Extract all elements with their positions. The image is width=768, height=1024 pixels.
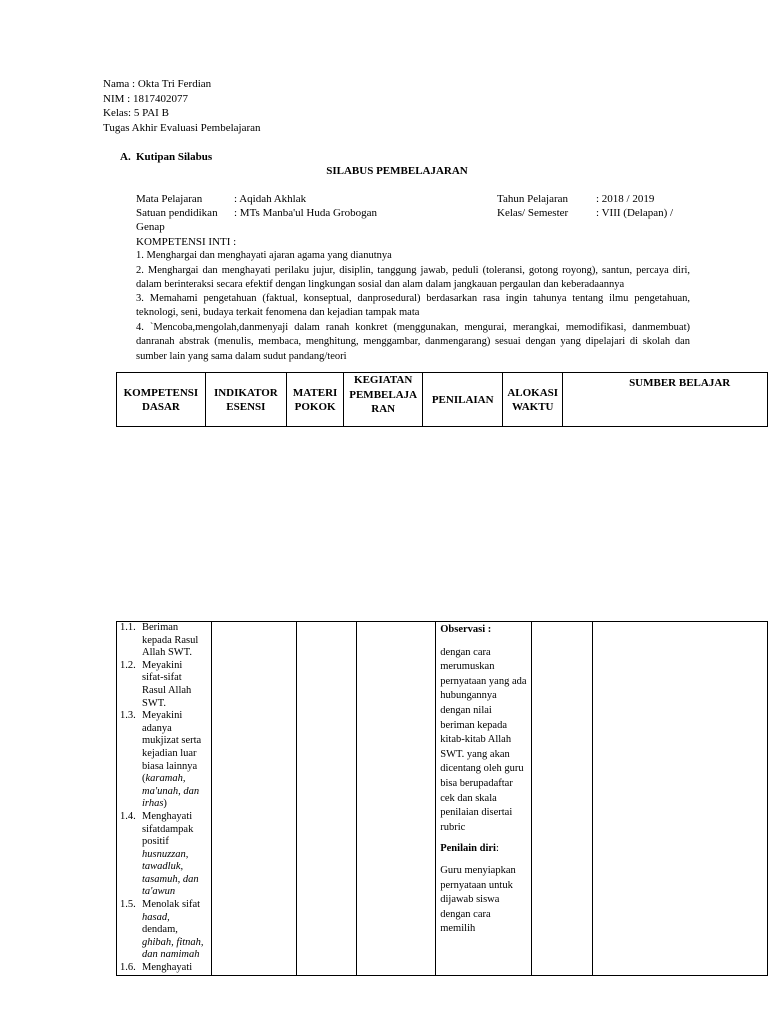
header-alokasi-waktu: ALOKASI WAKTU [503, 373, 563, 427]
header-kompetensi-dasar: KOMPETENSI DASAR [117, 373, 206, 427]
syllabus-content-table [116, 621, 768, 976]
header-sumber-belajar: SUMBER BELAJAR [563, 373, 768, 427]
syllabus-header-table [116, 372, 768, 427]
header-indikator-esensi: INDIKATOR ESENSI [205, 373, 286, 427]
ki-item-4: 4. `Mencoba,mengolah,danmenyaji dalam ranah konkret (menggunakan, mengurai, merangkai, memodifikasi, danmembuat) danranah abstrak (menulis, membaca, menghitung, menggambar, danmengarang) sesuai dengan yang dipelajari di skolah dan sumber lain yang sama dalam sudut pandang/teori [136, 322, 690, 362]
alokasi-cell [532, 622, 592, 976]
ki-item-2: 2. Menghargai dan menghayati perilaku jujur, disiplin, tanggung jawab, peduli (toleransi, gotong royong), santun, percaya diri, dalam berinteraksi secara efektif dengan lingkungan sosial dan alam dalam jangkauan pergaulan dan keberadaannya [136, 265, 690, 291]
observasi-text: dengan cara merumuskan pernyataan yang ada hubungannya dengan nilai beriman kepada kitab-kitab Allah SWT. yang akan dicentang oleh guru bisa berupadaftar cek dan skala penilaian disertai rubric [440, 646, 527, 833]
section-label: A. [120, 151, 131, 163]
kd-item: 1.5. Menolak sifat hasad, dendam, ghibah, fitnah, dan namimah [120, 899, 204, 961]
ki-heading: KOMPETENSI INTI : [136, 236, 237, 248]
kd-item: 1.4. Menghayati sifatdampak positif husnuzzan, tawadluk, tasamuh, dan ta'awun [120, 810, 199, 898]
header-materi-pokok: MATERI POKOK [286, 373, 343, 427]
kd-item: 1.3. Meyakini adanya mukjizat serta kejadian luar biasa lainnya (karamah, ma'unah, dan irhas) [120, 710, 202, 810]
tahun-value: : 2018 / 2019 [596, 193, 655, 205]
mapel-label: Mata Pelajaran [136, 193, 203, 205]
kd-item: 1.6. Menghayati [120, 962, 193, 974]
semester-genap: Genap [136, 221, 165, 233]
ki-item-3: 3. Memahami pengetahuan (faktual, konseptual, danprosedural) berdasarkan rasa ingin tahunya tentang ilmu pengetahuan, teknologi, seni, budaya terkait fenomena dan kejadian tampak mata [136, 293, 690, 319]
student-class: Kelas: 5 PAI B [103, 107, 169, 119]
observasi-label: Observasi : [440, 624, 492, 635]
indikator-cell [211, 622, 296, 976]
header-kegiatan-pembelajaran: KEGIATAN PEMBELAJA RAN [344, 373, 423, 427]
kelas-semester-value: : VIII (Delapan) / [596, 207, 674, 219]
student-name: Nama : Okta Tri Ferdian [103, 78, 212, 90]
kd-cell [117, 622, 212, 976]
kd-item: 1.1. Beriman kepada Rasul Allah SWT. [120, 622, 199, 659]
penilaian-diri-label: Penilain diri [440, 843, 496, 855]
ki-item-1: 1. Menghargai dan menghayati ajaran agama yang dianutnya [136, 250, 392, 261]
kd-item: 1.2. Meyakini sifat-sifat Rasul Allah SWT. [120, 659, 192, 709]
header-penilaian: PENILAIAN [423, 373, 503, 427]
tahun-label: Tahun Pelajaran [497, 193, 569, 205]
penilaian-diri-text: Guru menyiapkan pernyataan untuk dijawab siswa dengan cara memilih [440, 864, 516, 935]
sumber-cell [592, 622, 767, 976]
student-nim: NIM : 1817402077 [103, 93, 188, 105]
kegiatan-cell [357, 622, 436, 976]
document-title: SILABUS PEMBELAJARAN [326, 165, 468, 177]
mapel-value: : Aqidah Akhlak [234, 193, 307, 205]
kelas-semester-label: Kelas/ Semester [497, 207, 569, 219]
materi-cell [296, 622, 356, 976]
penilaian-cell: Observasi : dengan cara merumuskan pernyataan yang ada hubungannya dengan nilai beriman kepada kitab-kitab Allah SWT. yang akan dicentang oleh guru bisa berupadaftar cek dan skala penilaian disertai rubric Penilain diri: Guru menyiapkan pernyataan untuk dijawab siswa dengan cara memilih [436, 622, 532, 976]
assignment-title: Tugas Akhir Evaluasi Pembelajaran [103, 122, 261, 134]
satuan-label: Satuan pendidikan [136, 207, 218, 219]
satuan-value: : MTs Manba'ul Huda Grobogan [234, 207, 377, 219]
section-title: Kutipan Silabus [136, 151, 213, 163]
